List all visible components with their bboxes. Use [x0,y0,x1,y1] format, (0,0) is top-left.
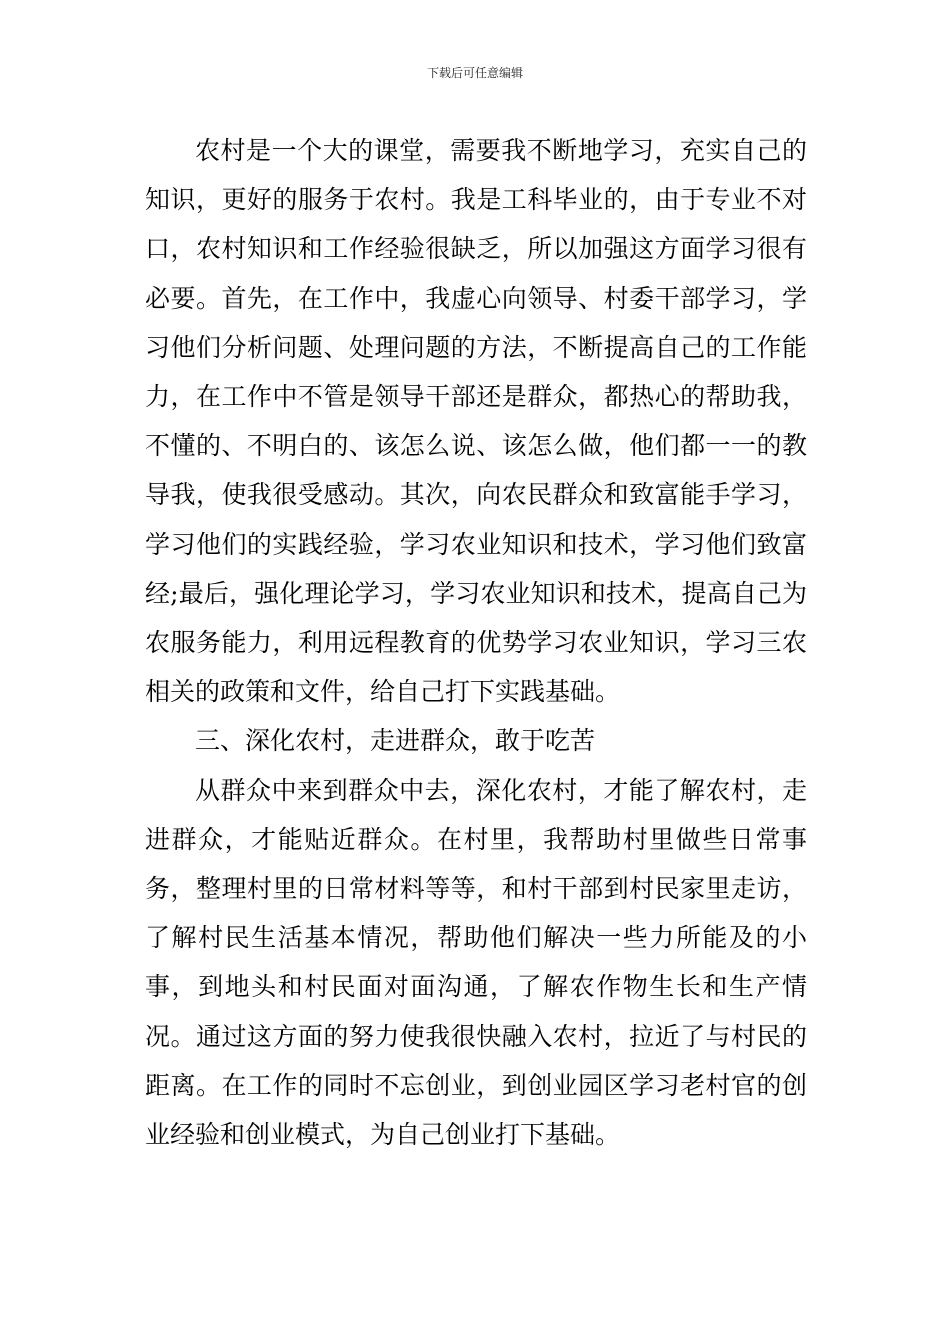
document-body [145,126,807,1159]
section-heading: 三、深化农村，走进群众，敢于吃苦 [195,726,596,756]
page-header-note: 下载后可任意编辑 [426,66,523,80]
paragraph-rural-work: 从群众中来到群众中去，深化农村，才能了解农村，走进群众，才能贴近群众。在村里，我帮助村里做些日常事务，整理村里的日常材料等等，和村干部到村民家里走访，了解村民生活基本情况，帮助他们解决一些力所能及的小事，到地头和村民面对面沟通，了解农作物生长和生产情况。通过这方面的努力使我很快融入农村，拉近了与村民的距离。在工作的同时不忘创业，到创业园区学习老村官的创业经验和创业模式，为自己创业打下基础。 [145,775,807,1150]
paragraph-learning: 农村是一个大的课堂，需要我不断地学习，充实自己的知识，更好的服务于农村。我是工科毕业的，由于专业不对口，农村知识和工作经验很缺乏，所以加强这方面学习很有必要。首先，在工作中，我虚心向领导、村委干部学习，学习他们分析问题、处理问题的方法，不断提高自己的工作能力，在工作中不管是领导干部还是群众，都热心的帮助我，不懂的、不明白的、该怎么说、该怎么做，他们都一一的教导我，使我很受感动。其次，向农民群众和致富能手学习，学习他们的实践经验，学习农业知识和技术，学习他们致富经;最后，强化理论学习，学习农业知识和技术，提高自己为农服务能力，利用远程教育的优势学习农业知识，学习三农相关的政策和文件，给自己打下实践基础。 [145,136,807,707]
